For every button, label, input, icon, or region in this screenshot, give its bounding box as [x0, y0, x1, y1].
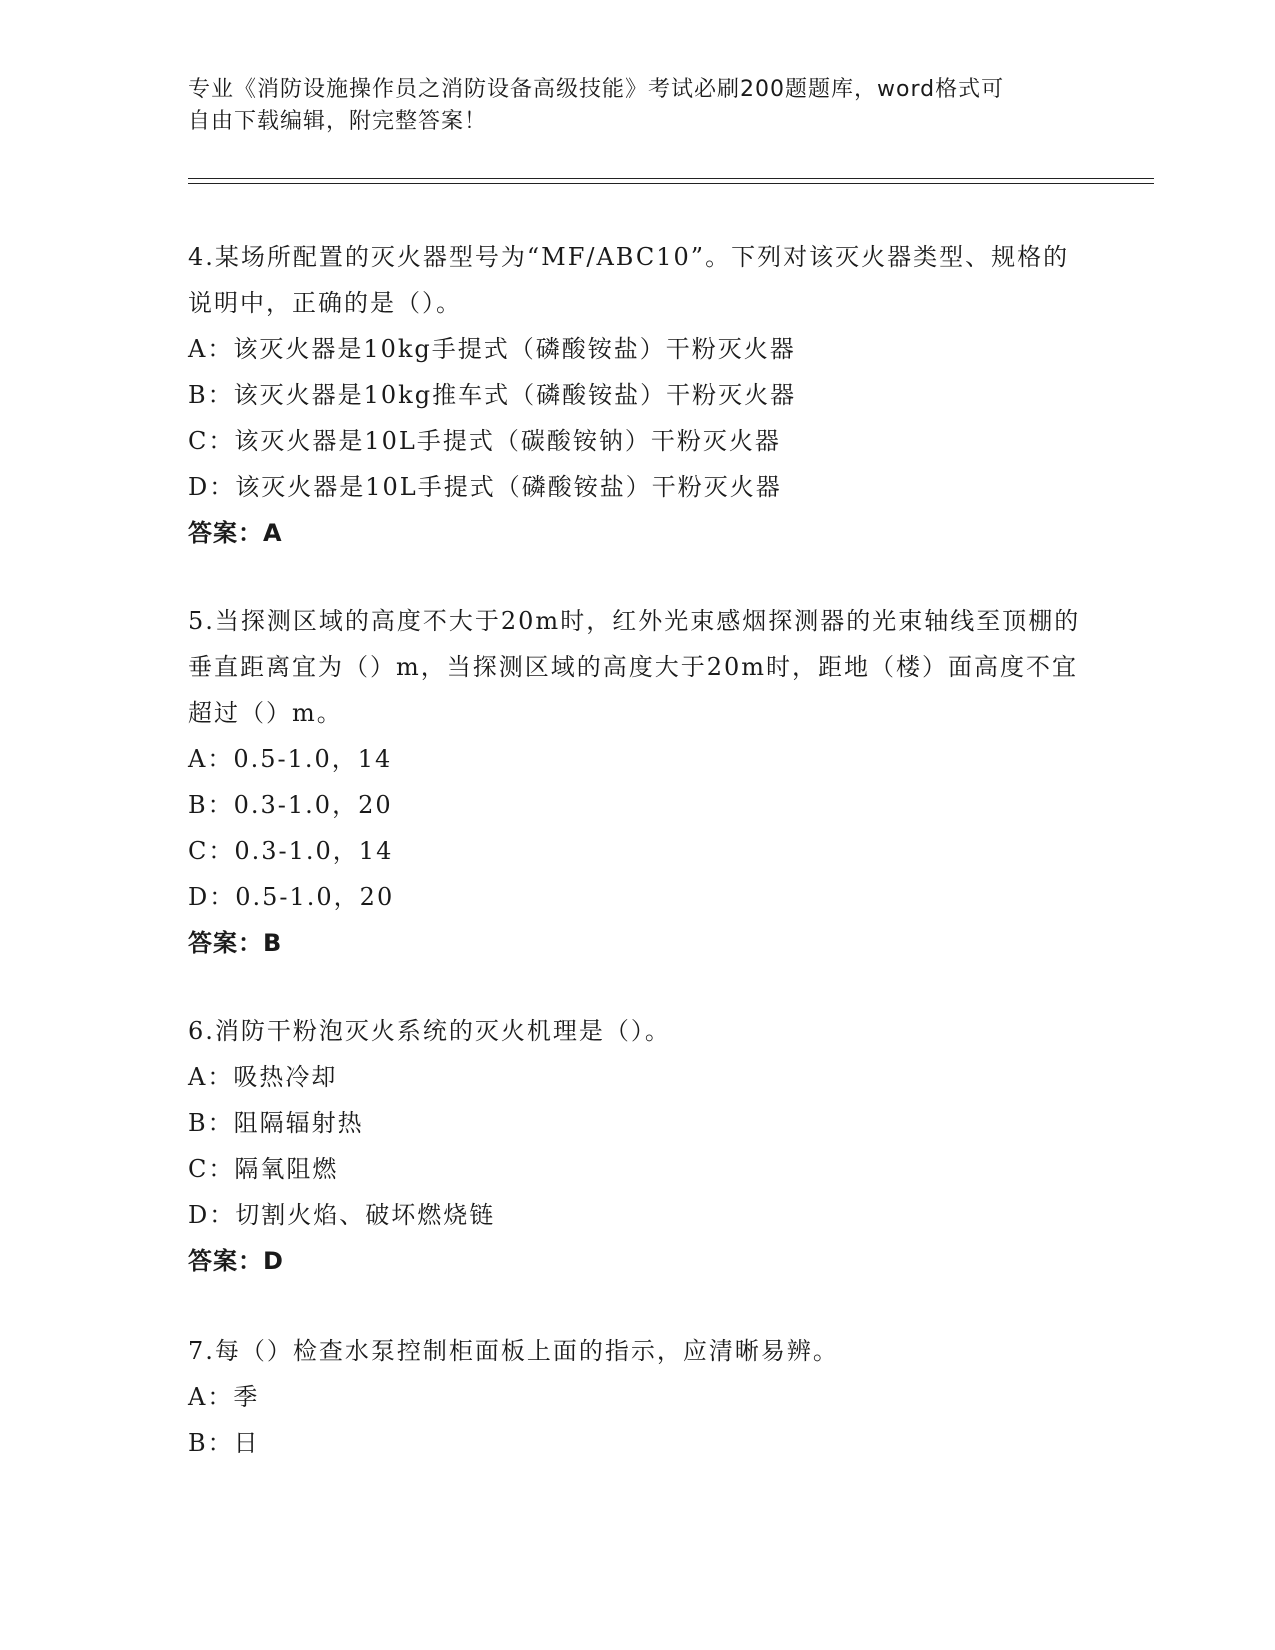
option-d: D：该灭火器是10L手提式（磷酸铵盐）干粉灭火器: [188, 473, 782, 501]
question-text: 6.消防干粉泡灭火系统的灭火机理是（）。: [188, 1017, 671, 1045]
header-divider-second: [188, 183, 1154, 184]
question-text: 5.当探测区域的高度不大于20m时，红外光束感烟探测器的光束轴线至顶棚的垂直距离宜为（）m，当探测区域的高度大于20m时，距地（楼）面高度不宜超过（）m。: [188, 607, 1081, 727]
document-header: [188, 74, 1088, 138]
header-line-2: 自由下载编辑，附完整答案！: [188, 109, 488, 134]
question-7: [188, 1328, 1088, 1466]
question-6: [188, 1008, 1088, 1284]
option-c: C：该灭火器是10L手提式（碳酸铵钠）干粉灭火器: [188, 427, 781, 455]
question-text: 4.某场所配置的灭火器型号为“MF/ABC10”。下列对该灭火器类型、规格的说明中，正确的是（）。: [188, 243, 1070, 317]
option-a: A：该灭火器是10kg手提式（磷酸铵盐）干粉灭火器: [188, 335, 796, 363]
header-divider: [188, 178, 1154, 179]
option-c: C：隔氧阻燃: [188, 1155, 339, 1183]
option-c: C：0.3-1.0，14: [188, 837, 394, 865]
option-b: B：阻隔辐射热: [188, 1109, 364, 1137]
answer: 答案：B: [188, 929, 283, 957]
question-text: 7.每（）检查水泵控制柜面板上面的指示，应清晰易辨。: [188, 1337, 839, 1365]
option-b: B：0.3-1.0，20: [188, 791, 393, 819]
header-line-1: 专业《消防设施操作员之消防设备高级技能》考试必刷200题题库，word格式可: [188, 77, 1005, 102]
option-d: D：0.5-1.0，20: [188, 883, 395, 911]
answer: 答案：A: [188, 519, 283, 547]
option-a: A：0.5-1.0，14: [188, 745, 393, 773]
option-a: A：季: [188, 1383, 260, 1411]
option-a: A：吸热冷却: [188, 1063, 338, 1091]
answer: 答案：D: [188, 1247, 284, 1275]
option-b: B：该灭火器是10kg推车式（磷酸铵盐）干粉灭火器: [188, 381, 797, 409]
question-5: [188, 598, 1088, 966]
option-b: B：日: [188, 1429, 260, 1457]
question-4: [188, 234, 1088, 556]
option-d: D：切割火焰、破坏燃烧链: [188, 1201, 496, 1229]
